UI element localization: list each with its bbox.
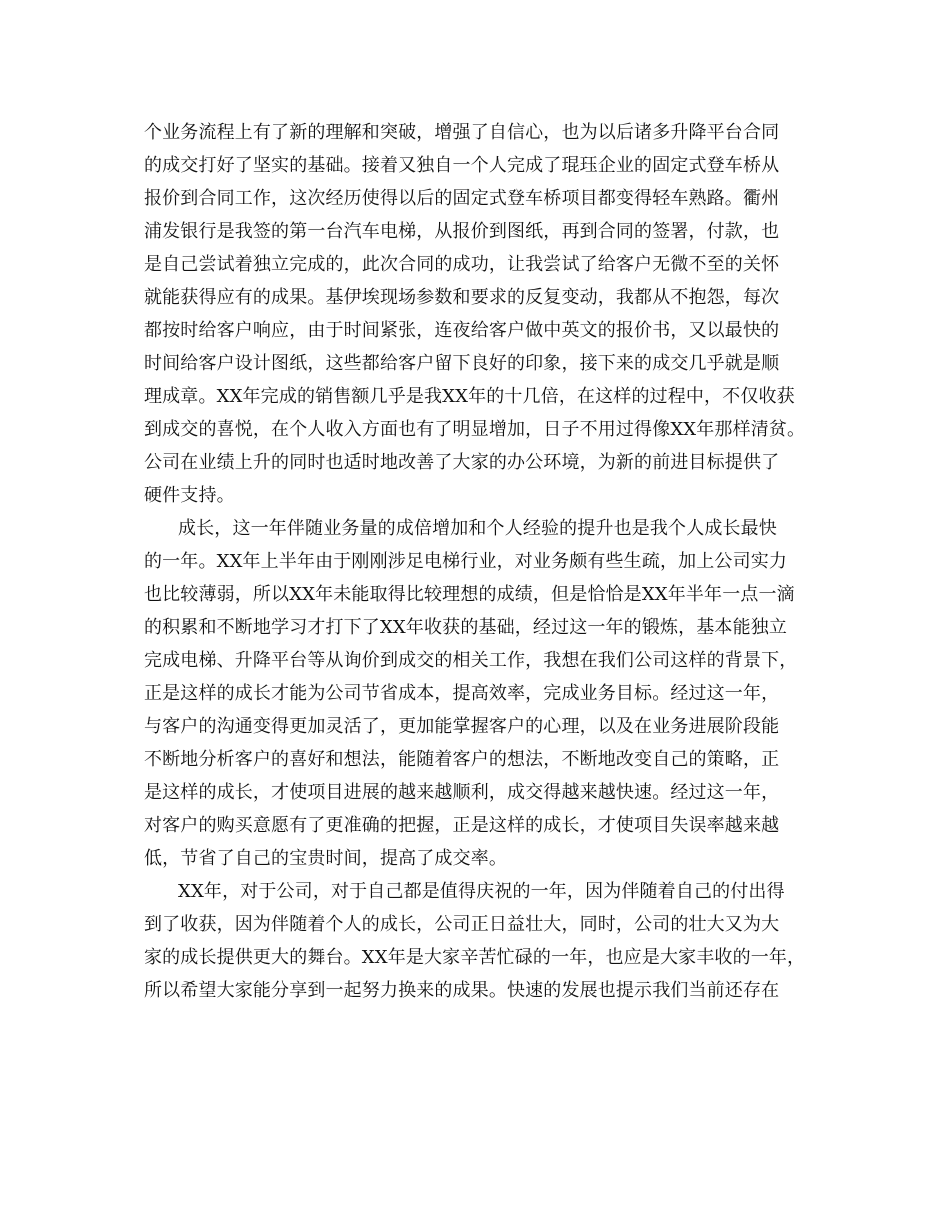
- text-line: 完成电梯、升降平台等从询价到成交的相关工作，我想在我们公司这样的背景下，: [144, 650, 798, 671]
- text-line: 个业务流程上有了新的理解和突破，增强了自信心，也为以后诸多升降平台合同: [144, 122, 780, 143]
- text-line: 到了收获，因为伴随着个人的成长，公司正日益壮大，同时，公司的壮大又为大: [144, 914, 780, 935]
- text-line: 正是这样的成长才能为公司节省成本，提高效率，完成业务目标。经过这一年，: [144, 683, 780, 704]
- text-line: 就能获得应有的成果。基伊埃现场参数和要求的反复变动，我都从不抱怨，每次: [144, 287, 780, 308]
- text-line: 硬件支持。: [144, 485, 235, 506]
- paragraph-first-line: XX年，对于公司，对于自己都是值得庆祝的一年，因为伴随着自己的付出得: [178, 881, 785, 902]
- text-line: 家的成长提供更大的舞台。XX年是大家辛苦忙碌的一年，也应是大家丰收的一年，: [144, 947, 806, 968]
- text-line: 对客户的购买意愿有了更准确的把握，正是这样的成长，才使项目失误率越来越: [144, 815, 780, 836]
- text-line: 不断地分析客户的喜好和想法，能随着客户的想法，不断地改变自己的策略，正: [144, 749, 780, 770]
- text-line: 的一年。XX年上半年由于刚刚涉足电梯行业，对业务颇有些生疏，加上公司实力: [144, 551, 788, 572]
- text-line: 与客户的沟通变得更加灵活了，更加能掌握客户的心理，以及在业务进展阶段能: [144, 716, 780, 737]
- text-line: 到成交的喜悦，在个人收入方面也有了明显增加，日子不用过得像XX年那样清贫。: [144, 419, 806, 440]
- text-line: 理成章。XX年完成的销售额几乎是我XX年的十几倍，在这样的过程中，不仅收获: [144, 386, 795, 407]
- paragraph-first-line: 成长，这一年伴随业务量的成倍增加和个人经验的提升也是我个人成长最快: [178, 518, 777, 539]
- text-line: 所以希望大家能分享到一起努力换来的成果。快速的发展也提示我们当前还存在: [144, 980, 780, 1001]
- text-line: 的成交打好了坚实的基础。接着又独自一个人完成了琨珏企业的固定式登车桥从: [144, 155, 780, 176]
- text-line: 报价到合同工作，这次经历使得以后的固定式登车桥项目都变得轻车熟路。衢州: [144, 188, 780, 209]
- text-line: 的积累和不断地学习才打下了XX年收获的基础，经过这一年的锻炼，基本能独立: [144, 617, 788, 638]
- text-line: 公司在业绩上升的同时也适时地改善了大家的办公环境，为新的前进目标提供了: [144, 452, 780, 473]
- text-line: 浦发银行是我签的第一台汽车电梯，从报价到图纸，再到合同的签署，付款，也: [144, 221, 780, 242]
- text-line: 是自己尝试着独立完成的，此次合同的成功，让我尝试了给客户无微不至的关怀: [144, 254, 780, 275]
- text-line: 时间给客户设计图纸，这些都给客户留下良好的印象，接下来的成交几乎就是顺: [144, 353, 780, 374]
- document-body: [144, 116, 814, 1007]
- text-line: 都按时给客户响应，由于时间紧张，连夜给客户做中英文的报价书，又以最快的: [144, 320, 780, 341]
- text-line: 低，节省了自己的宝贵时间，提高了成交率。: [144, 848, 507, 869]
- text-line: 也比较薄弱，所以XX年未能取得比较理想的成绩，但是恰恰是XX年半年一点一滴: [144, 584, 795, 605]
- text-line: 是这样的成长，才使项目进展的越来越顺利，成交得越来越快速。经过这一年，: [144, 782, 780, 803]
